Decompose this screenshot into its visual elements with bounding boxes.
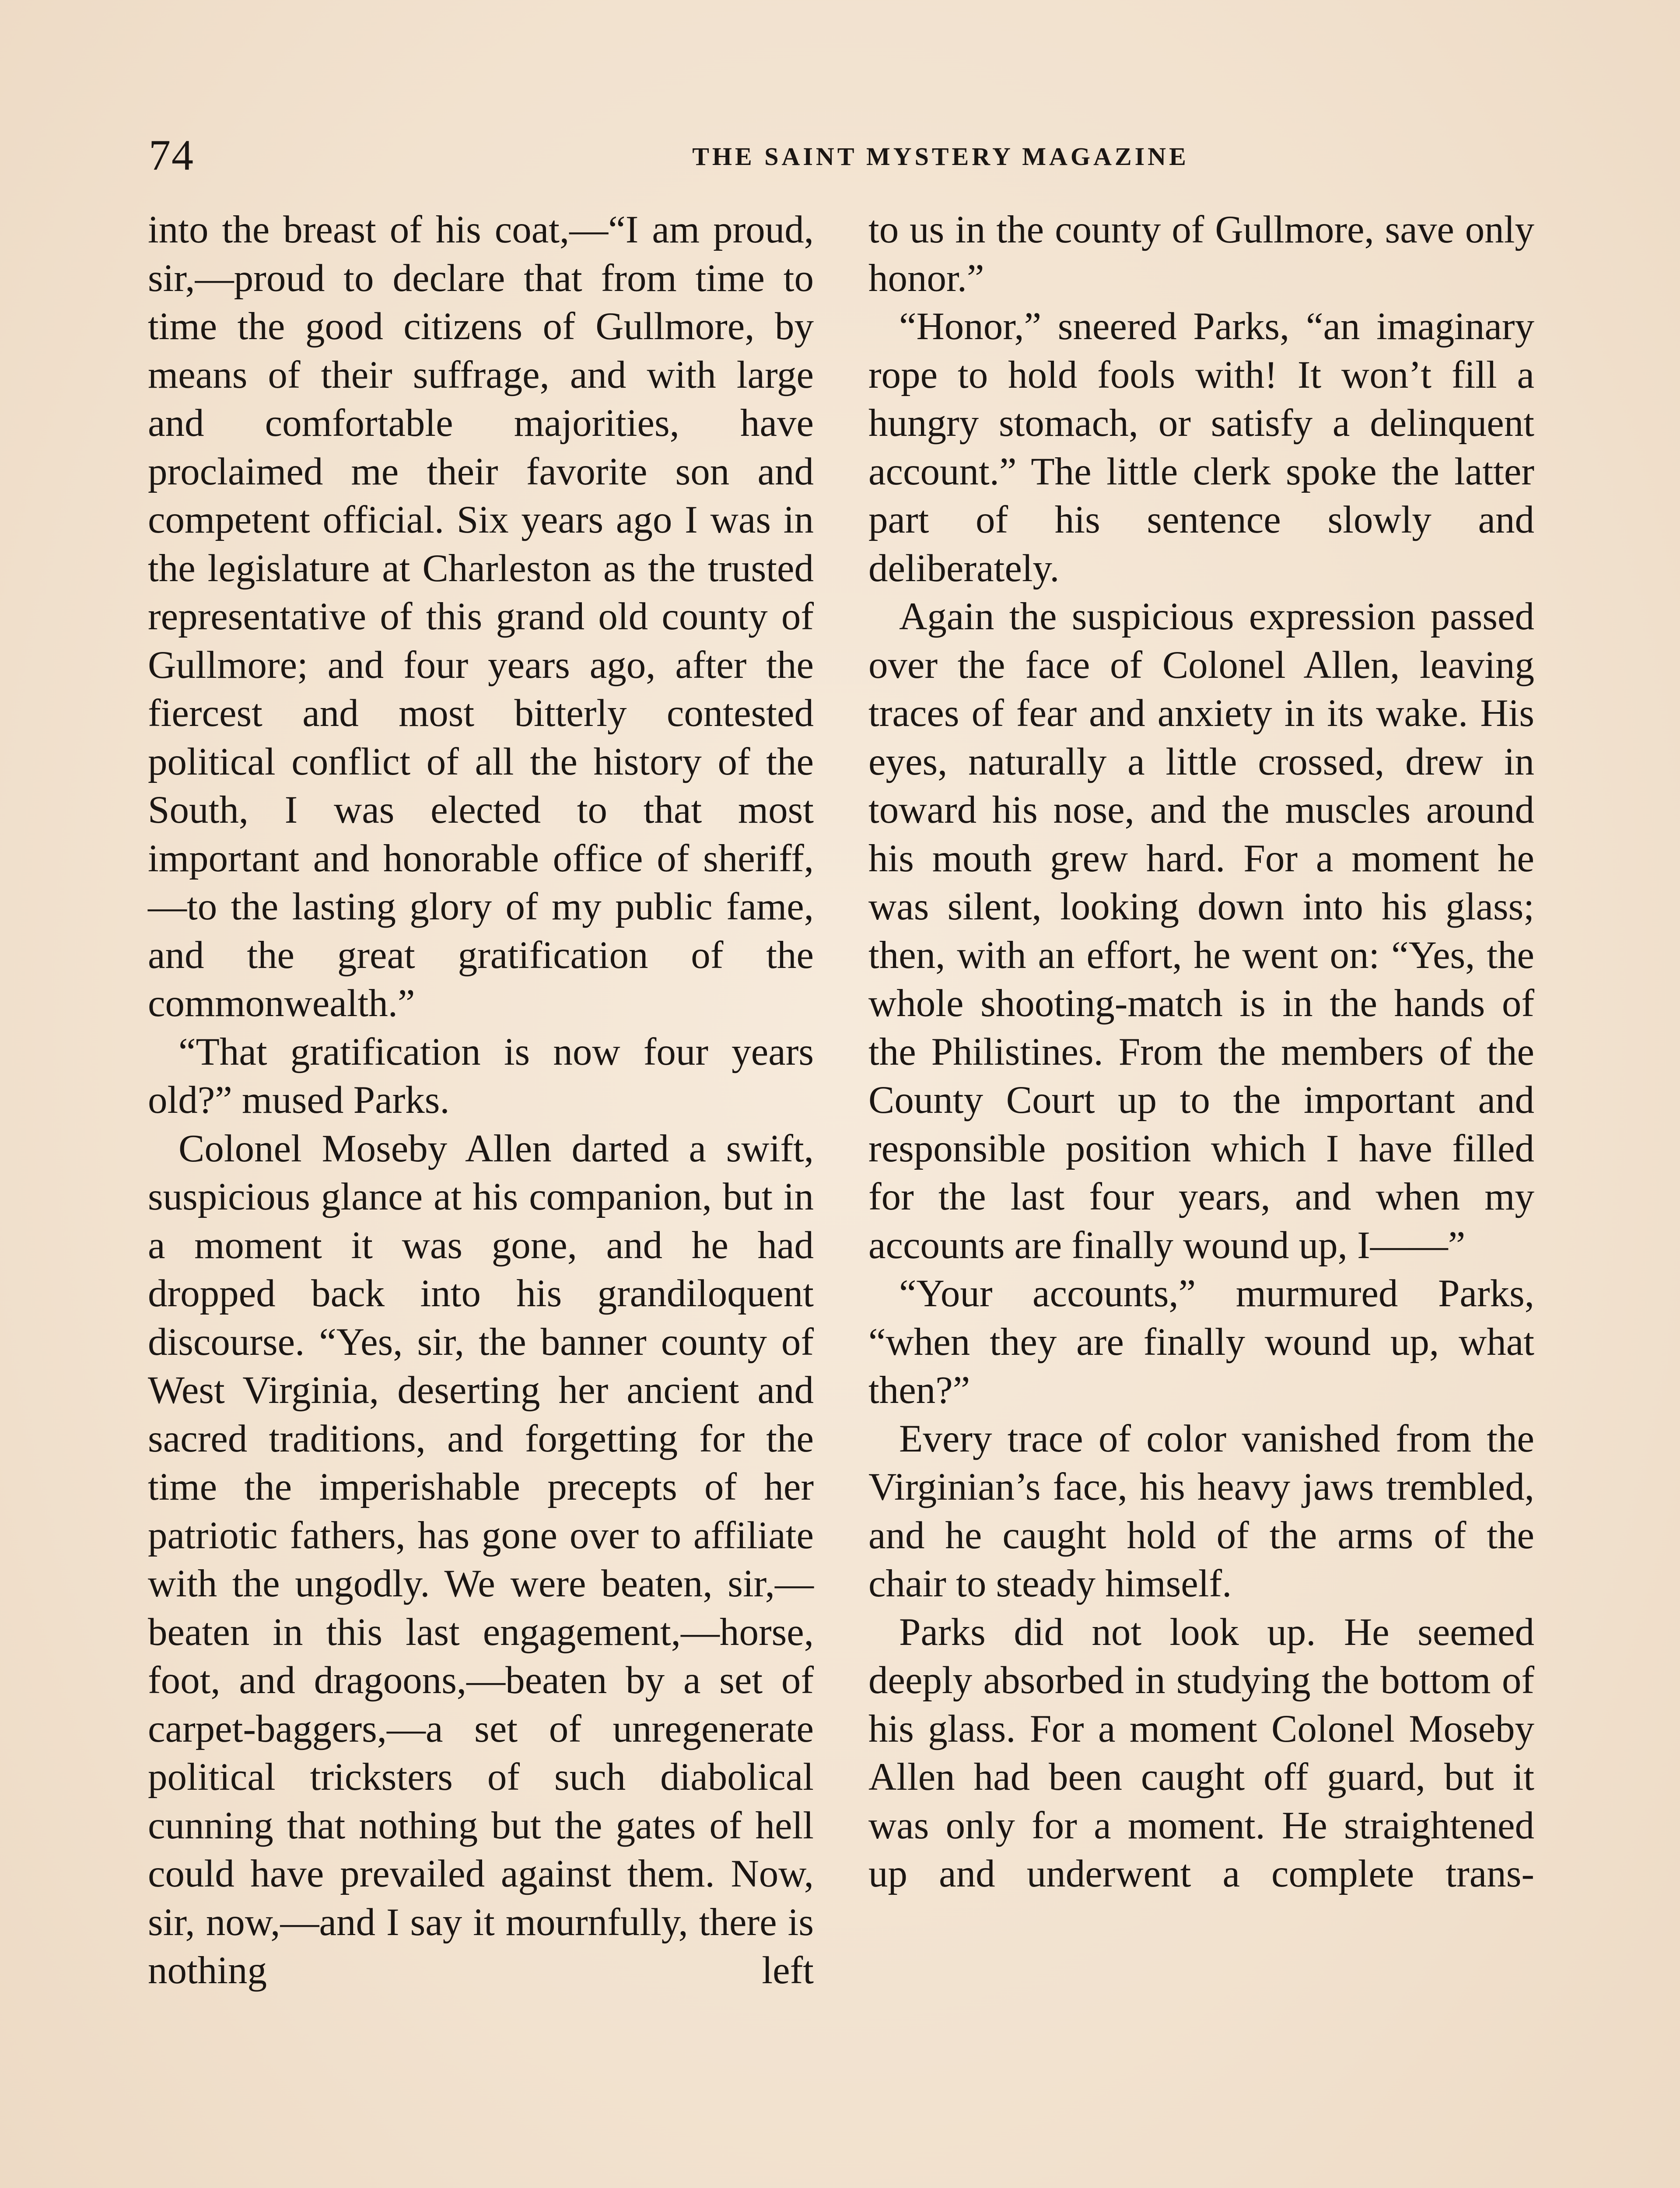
right-column [868,206,1534,1898]
paragraph: Every trace of color vanished from the Virginian’s face, his heavy jaws trembled, and he caught hold of the arms of the chair to steady himself. [868,1417,1534,1605]
paragraph: into the breast of his coat,—“I am proud, sir,—proud to declare that from time to time the good citizens of Gullmore, by means of their suffrage, and with large and comfortable majorities, have proclaimed me their favorite son and competent official. Six years ago I was in the legislature at Charleston as the trusted representative of this grand old county of Gullmore; and four years ago, after the fiercest and most bitterly contested political conflict of all the history of the South, I was elected to that most important and honorable office of sheriff,—to the lasting glory of my public fame, and the great gratification of the commonwealth.” [148,208,814,1025]
paragraph: Parks did not look up. He seemed deeply absorbed in studying the bottom of his glass. For a moment Colonel Moseby Allen had been caught off guard, but it was only for a moment. He straightened up and underwent a complete trans- [868,1610,1534,1895]
paragraph: “Honor,” sneered Parks, “an imaginary rope to hold fools with! It won’t fill a hungry stomach, or satisfy a delinquent account.” The little clerk spoke the latter part of his sentence slowly and deliberately. [868,305,1534,590]
paragraph: “Your accounts,” murmured Parks, “when they are finally wound up, what then?” [868,1272,1534,1412]
running-head: THE SAINT MYSTERY MAGAZINE [692,142,1189,171]
paragraph: “That gratification is now four years old?” mused Parks. [148,1030,814,1122]
paragraph: Colonel Moseby Allen darted a swift, suspicious glance at his companion, but in a moment it was gone, and he had dropped back into his grandiloquent discourse. “Yes, sir, the banner county of West Virginia, deserting her ancient and sacred traditions, and forgetting for the time the imperishable precepts of her patriotic fathers, has gone over to affiliate with the ungodly. We were beaten, sir,—beaten in this last engagement,—horse, foot, and dragoons,—beaten by a set of carpet-baggers,—a set of unregenerate political tricksters of such diabolical cunning that nothing but the gates of hell could have prevailed against them. Now, sir, now,—and I say it mournfully, there is nothing left [148,1127,814,1992]
left-column [148,206,814,1995]
page-number: 74 [149,131,194,179]
page-header [149,131,1540,179]
paragraph: Again the suspicious expression passed over the face of Colonel Allen, leaving traces of fear and anxiety in its wake. His eyes, naturally a little crossed, drew in toward his nose, and the muscles around his mouth grew hard. For a moment he was silent, looking down into his glass; then, with an effort, he went on: “Yes, the whole shooting-match is in the hands of the Philistines. From the members of the County Court up to the important and responsible position which I have filled for the last four years, and when my accounts are finally wound up, I——” [868,595,1534,1267]
paragraph: to us in the county of Gullmore, save only honor.” [868,208,1534,300]
